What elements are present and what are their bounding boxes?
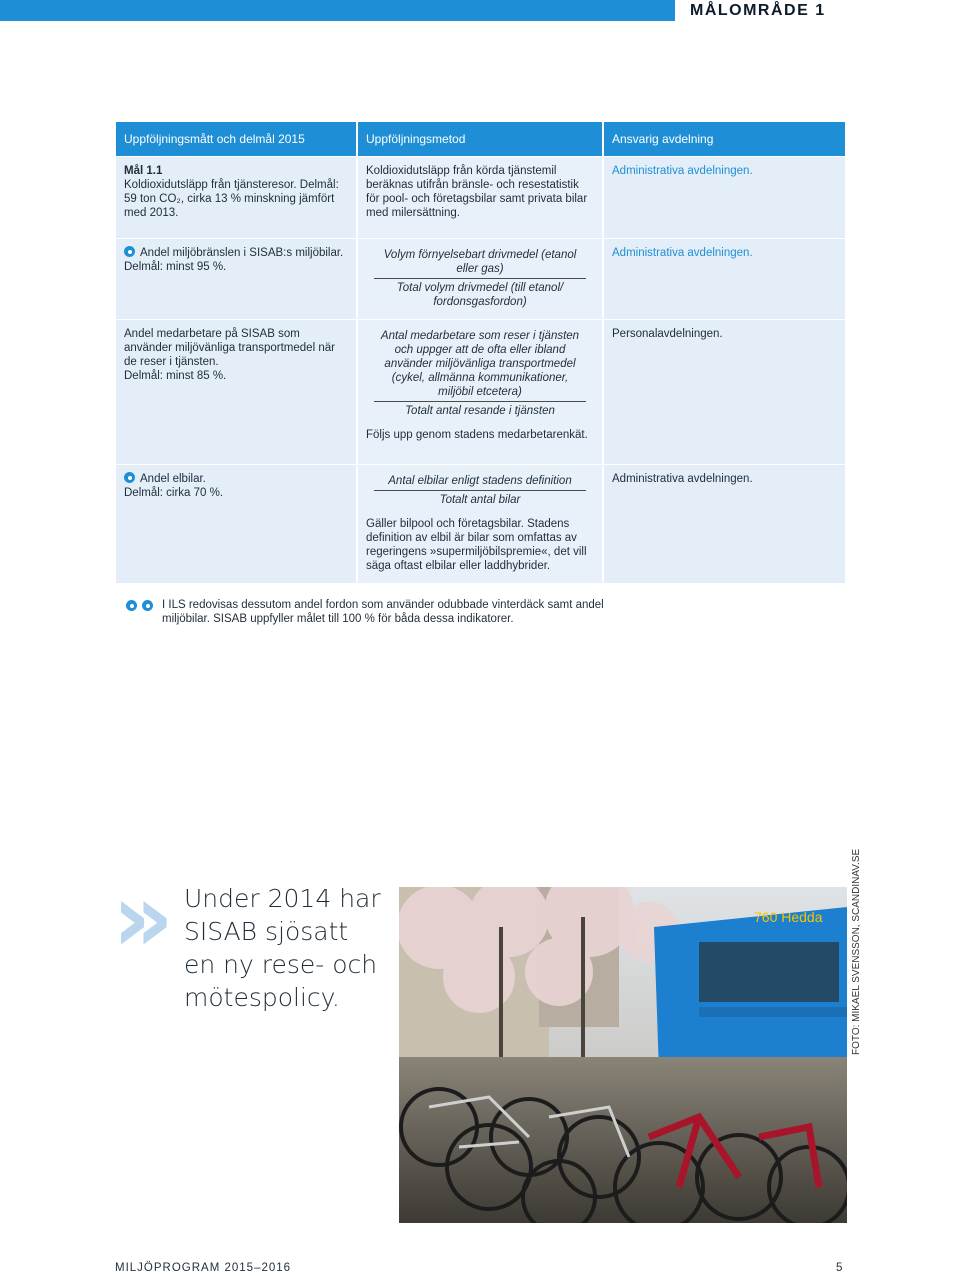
method-cell — [358, 320, 602, 464]
table-row — [116, 156, 845, 238]
header-method: Uppföljningsmetod — [358, 122, 602, 156]
goal-text: Koldioxidutsläpp från tjänsteresor. Delmål: 59 ton CO₂, cirka 13 % minskning jämfört med 2013. — [124, 179, 339, 219]
formula-denominator: Totalt antal bilar — [439, 494, 521, 506]
table-row — [116, 319, 845, 464]
formula — [366, 248, 594, 309]
target-text: Delmål: minst 95 %. — [124, 261, 227, 273]
top-color-bar — [0, 0, 675, 21]
method-note: Gäller bilpool och företagsbilar. Stadens definition av elbil är bilar som omfattas av regeringens »supermiljöbilspremie«, det vill säga oftast elbilar eller laddhybrider. — [366, 518, 587, 572]
quote-mark-icon: » — [112, 862, 161, 974]
pull-quote: Under 2014 har SISAB sjösatt en ny rese- och mötespolicy. — [184, 884, 381, 1012]
bus-sign: 760 Hedda — [754, 909, 823, 925]
formula-numerator: Antal medarbetare som reser i tjänsten och uppger att de ofta eller ibland använder miljövänliga transportmedel (cykel, allmänna kommunikationer, miljöbil etcetera) — [374, 329, 586, 402]
formula-numerator: Volym förnyelsebart drivmedel (etanol eller gas) — [374, 248, 586, 279]
method-cell — [358, 465, 602, 583]
section-label: MÅLOMRÅDE 1 — [690, 2, 826, 19]
target-text: Delmål: cirka 70 %. — [124, 487, 224, 499]
table-row — [116, 464, 845, 583]
measure-text: Andel elbilar. — [140, 473, 206, 485]
department-cell: Administrativa avdelningen. — [604, 465, 845, 583]
formula — [366, 474, 594, 507]
method-cell — [358, 239, 602, 319]
measure-text: Andel miljöbränslen i SISAB:s miljöbilar. — [140, 247, 344, 259]
formula-numerator: Antal elbilar enligt stadens definition — [374, 474, 586, 491]
indicator-dot-icon — [142, 600, 153, 611]
method-note: Följs upp genom stadens medarbetarenkät. — [366, 429, 588, 441]
header-measure: Uppföljningsmått och delmål 2015 — [116, 122, 356, 156]
formula — [366, 329, 594, 418]
photo-credit-text: FOTO: MIKAEL SVENSSON, SCANDINAV.SE — [851, 848, 862, 1055]
method-text: Koldioxidutsläpp från körda tjänstemil beräknas utifrån bränsle- och resestatistik för pool- och företagsbilar samt privata bilar med milersättning. — [366, 165, 588, 219]
goal-title: Mål 1.1 — [124, 165, 163, 177]
photo-credit — [848, 848, 862, 1055]
department-cell: Administrativa avdelningen. — [604, 157, 845, 238]
footnote-text: I ILS redovisas dessutom andel fordon som använder odubbade vinterdäck samt andel miljöbilar. SISAB uppfyller målet till 100 % för båda dessa indikatorer. — [162, 599, 604, 625]
department-cell: Personalavdelningen. — [604, 320, 845, 464]
formula-denominator: Totalt antal resande i tjänsten — [405, 405, 555, 417]
measure-cell — [116, 465, 356, 583]
header-department: Ansvarig avdelning — [604, 122, 845, 156]
footer-title: MILJÖPROGRAM 2015–2016 — [115, 1262, 292, 1274]
photo-illustration — [399, 887, 847, 1223]
target-text: Delmål: minst 85 %. — [124, 370, 227, 382]
footnote-icons — [126, 600, 158, 614]
table-header-row — [116, 122, 845, 156]
measure-text: Andel medarbetare på SISAB som använder miljövänliga transportmedel när de reser i tjänsten. — [124, 328, 335, 368]
indicator-dot-icon — [124, 246, 135, 257]
photo-bicycles-bus — [399, 887, 847, 1223]
measure-cell — [116, 157, 356, 238]
footnote — [126, 598, 646, 626]
measure-cell — [116, 239, 356, 319]
goals-table — [116, 122, 845, 583]
measure-cell — [116, 320, 356, 464]
indicator-dot-icon — [126, 600, 137, 611]
table-row — [116, 238, 845, 319]
formula-denominator: Total volym drivmedel (till etanol/ fordonsgasfordon) — [396, 282, 564, 308]
method-cell — [358, 157, 602, 238]
page-number: 5 — [836, 1262, 843, 1274]
department-cell: Administrativa avdelningen. — [604, 239, 845, 319]
indicator-dot-icon — [124, 472, 135, 483]
